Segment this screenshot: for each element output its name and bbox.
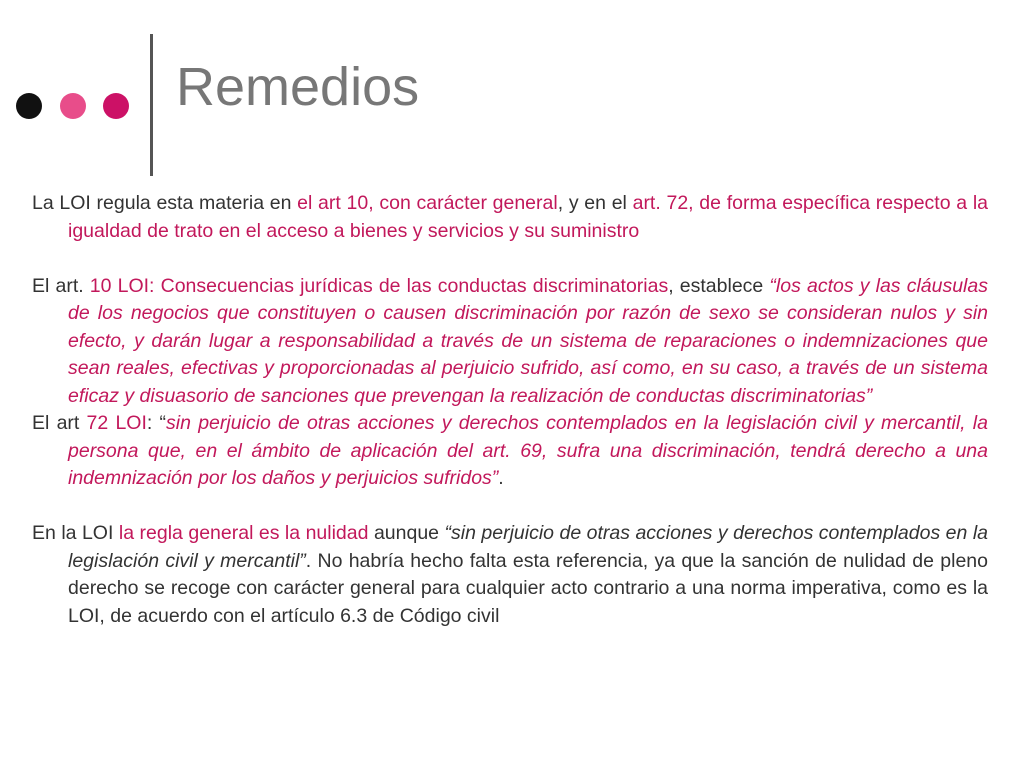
text-segment: En la LOI [32, 522, 119, 544]
quote-legislacion: “sin perjuicio de otras acciones y derechos contemplados en la legislación civil y mercantil” [68, 522, 989, 572]
paragraph-art-10 [32, 273, 988, 411]
slide-body [32, 190, 988, 630]
quote-art-10: “los actos y las cláusulas de los negocios que constituyen o causen discriminación por razón de sexo se consideran nulos y sin efecto, y darán lugar a responsabilidad a través de un sistema de reparaciones o indemnizaciones que sean reales, efectivas y proporcionadas al perjuicio sufrido, así como, en su caso, a través de un sistema eficaz y disuasorio de sanciones que prevengan la realización de conductas discriminatorias” [68, 274, 988, 407]
text-segment: . No habría hecho falta esta referencia, ya que la sanción de nulidad de pleno derecho se recoge con carácter general para cualquier acto contrario a una norma imperativa, como es la LOI, de acuerdo con el artículo 6.3 de Código civil [68, 549, 988, 627]
text-segment: El art. [32, 274, 90, 297]
highlight-art-72-ref: 72 LOI [86, 412, 147, 434]
text-segment: , y en el [557, 192, 633, 214]
paragraph-art-72 [32, 410, 988, 493]
highlight-art-72: art. 72, de forma específica respecto a la igualdad de trato en el acceso a bienes y servicios y su suministro [68, 192, 988, 242]
slide-title: Remedios [176, 57, 420, 117]
text-segment: aunque [368, 522, 445, 544]
text-segment: : “ [146, 412, 167, 434]
quote-art-72: sin perjuicio de otras acciones y derechos contemplados en la legislación civil y mercantil, la persona que, en el ámbito de aplicación del art. 69, sufra una discriminación, tendrá derecho a una indemnización por los daños y perjuicios sufridos” [68, 412, 988, 489]
paragraph-loi-overview [32, 190, 988, 245]
highlight-regla-general: la regla general es la nulidad [118, 522, 369, 544]
pink-dot-icon [60, 93, 86, 119]
highlight-art-10-title: 10 LOI: Consecuencias jurídicas de las conductas discriminatorias [89, 274, 669, 297]
title-divider [150, 34, 153, 176]
text-segment: , establece [668, 274, 770, 297]
paragraph-nulidad [32, 520, 988, 630]
text-segment: . [498, 467, 504, 489]
text-segment: El art [32, 412, 87, 434]
highlight-art-10: el art 10, con carácter general [297, 192, 558, 214]
magenta-dot-icon [103, 93, 129, 119]
dark-dot-icon [16, 93, 42, 119]
text-segment: La LOI regula esta materia en [32, 192, 298, 214]
